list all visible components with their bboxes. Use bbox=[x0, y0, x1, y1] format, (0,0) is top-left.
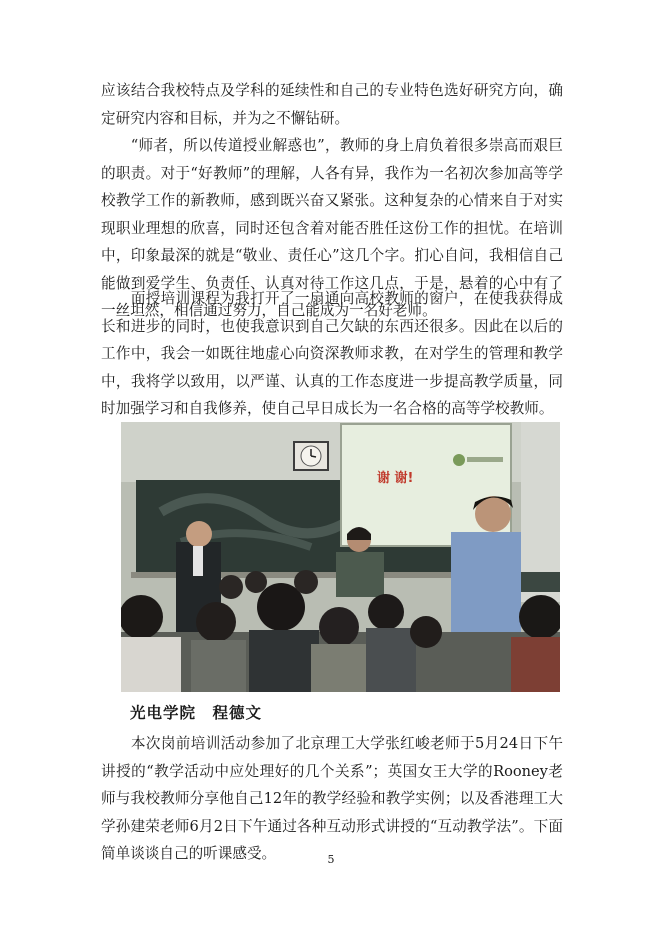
section-paragraph: 本次岗前培训活动参加了北京理工大学张红峻老师于5月24日下午讲授的“教学活动中应处理好的几个关系”；英国女王大学的Rooney老师与我校教师分享他自己12年的教学经验和教学实例；以及香港理工大学孙建荣老师6月2日下午通过各种互动形式讲授的“互动教学法”。下面简单谈谈自己的听课感受。 bbox=[101, 735, 563, 862]
paragraph-3: 面授培训课程为我打开了一扇通向高校教师的窗户，在使我获得成长和进步的同时，也使我意识到自己欠缺的东西还很多。因此在以后的工作中，我会一如既往地虚心向资深教师求教，在对学生的管理和教学中，我将学以致用，以严谨、认真的工作态度进一步提高教学质量，同时加强学习和自我修养，使自己早日成长为一名合格的高等学校教师。 bbox=[101, 290, 563, 417]
classroom-photo bbox=[121, 422, 560, 692]
screen-text: 谢 谢! bbox=[377, 471, 414, 486]
paragraph-1: 应该结合我校特点及学科的延续性和自己的专业特色选好研究方向，确定研究内容和目标，并为之不懈钻研。 bbox=[101, 82, 563, 127]
section-heading: 光电学院 程德文 bbox=[130, 704, 263, 722]
paragraph-2: “师者，所以传道授业解惑也”，教师的身上肩负着很多崇高而艰巨的职责。对于“好教师”的理解，人各有异，我作为一名初次参加高等学校教学工作的新教师，感到既兴奋又紧张。这种复杂的心情来自于对实现职业理想的欣喜，同时还包含着对能否胜任这份工作的担忧。在培训中，印象最深的就是“敬业、责任心”这几个字。扪心自问，我相信自己能做到爱学生、负责任、认真对待工作这几点，于是，悬着的心中有了一丝坦然，相信通过努力，自己能成为一名好老师。 bbox=[101, 137, 563, 319]
page-number: 5 bbox=[327, 853, 335, 866]
